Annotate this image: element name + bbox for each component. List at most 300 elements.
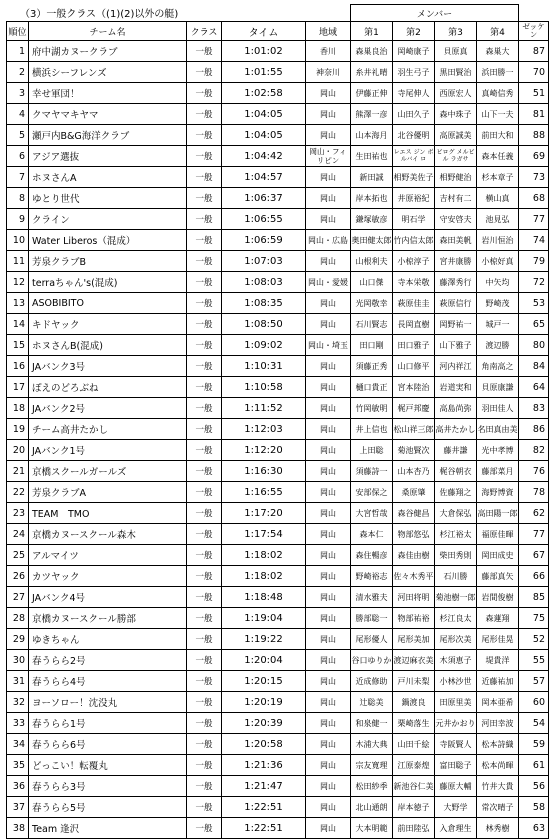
rank-cell: 17 bbox=[7, 377, 29, 398]
member1-cell: 近成修助 bbox=[351, 671, 393, 692]
team-name-cell: ゆきちゃん bbox=[29, 629, 187, 650]
rank-cell: 12 bbox=[7, 272, 29, 293]
class-cell: 一般 bbox=[187, 314, 222, 335]
rank-cell: 9 bbox=[7, 209, 29, 230]
area-cell: 岡山 bbox=[306, 293, 351, 314]
member3-cell: 高井たかし bbox=[435, 419, 477, 440]
area-cell: 岡山 bbox=[306, 251, 351, 272]
member3-cell: 貝原真 bbox=[435, 41, 477, 62]
time-cell: 1:12:03 bbox=[222, 419, 306, 440]
time-cell: 1:18:02 bbox=[222, 566, 306, 587]
member2-cell: 河田将明 bbox=[393, 587, 435, 608]
rank-cell: 36 bbox=[7, 776, 29, 797]
member3-cell: 元井かおり bbox=[435, 713, 477, 734]
table-row bbox=[7, 734, 549, 755]
member1-cell: 岸本拓也 bbox=[351, 188, 393, 209]
member1-cell: 奥田健太郎 bbox=[351, 230, 393, 251]
rank-cell: 20 bbox=[7, 440, 29, 461]
time-cell: 1:10:31 bbox=[222, 356, 306, 377]
bib-cell: 56 bbox=[519, 776, 549, 797]
team-name-cell: ヨーソロー！沈没丸 bbox=[29, 692, 187, 713]
member4-cell: 浜田勝一 bbox=[477, 62, 519, 83]
class-cell: 一般 bbox=[187, 650, 222, 671]
member1-cell: 上田聡 bbox=[351, 440, 393, 461]
time-cell: 1:10:58 bbox=[222, 377, 306, 398]
member3-cell: 小林沙世 bbox=[435, 671, 477, 692]
bib-cell: 76 bbox=[519, 461, 549, 482]
table-row bbox=[7, 167, 549, 188]
member1-cell: 山本海月 bbox=[351, 125, 393, 146]
rank-cell: 27 bbox=[7, 587, 29, 608]
member3-cell: 藤井謙 bbox=[435, 440, 477, 461]
member1-cell: 辻聡美 bbox=[351, 692, 393, 713]
member4-cell: 真崎信秀 bbox=[477, 83, 519, 104]
area-cell: 岡山・愛媛 bbox=[306, 272, 351, 293]
member1-cell: 山口傑 bbox=[351, 272, 393, 293]
table-row bbox=[7, 608, 549, 629]
member1-cell: 木浦大典 bbox=[351, 734, 393, 755]
team-name-cell: 京橋スクールガールズ bbox=[29, 461, 187, 482]
rank-cell: 26 bbox=[7, 566, 29, 587]
bib-cell: 78 bbox=[519, 482, 549, 503]
member2-cell: 岡崎康子 bbox=[393, 41, 435, 62]
member4-cell: 海野博資 bbox=[477, 482, 519, 503]
member4-cell: 尾形佳晃 bbox=[477, 629, 519, 650]
member4-cell: 高田陽一郎 bbox=[477, 503, 519, 524]
bib-cell: 72 bbox=[519, 272, 549, 293]
time-cell: 1:20:15 bbox=[222, 671, 306, 692]
team-name-cell: カツヤック bbox=[29, 566, 187, 587]
class-cell: 一般 bbox=[187, 692, 222, 713]
member2-cell: 田口雅子 bbox=[393, 335, 435, 356]
member3-cell: ビログ メルビル ラガサ bbox=[435, 146, 477, 167]
team-name-cell: Team 逢沢 bbox=[29, 818, 187, 839]
class-cell: 一般 bbox=[187, 713, 222, 734]
member1-cell: 森住暢彦 bbox=[351, 545, 393, 566]
member2-cell: 江原泰煌 bbox=[393, 755, 435, 776]
table-row bbox=[7, 41, 549, 62]
team-name-cell: チーム高井たかし bbox=[29, 419, 187, 440]
area-cell: 岡山 bbox=[306, 587, 351, 608]
table-row bbox=[7, 797, 549, 818]
rank-cell: 28 bbox=[7, 608, 29, 629]
time-cell: 1:16:30 bbox=[222, 461, 306, 482]
member1-cell: 鎌塚敏彦 bbox=[351, 209, 393, 230]
member4-cell: 杉本章子 bbox=[477, 167, 519, 188]
class-cell: 一般 bbox=[187, 293, 222, 314]
time-cell: 1:17:54 bbox=[222, 524, 306, 545]
area-cell: 岡山 bbox=[306, 125, 351, 146]
area-cell: 岡山 bbox=[306, 314, 351, 335]
class-cell: 一般 bbox=[187, 209, 222, 230]
member3-cell: 宮井康勝 bbox=[435, 251, 477, 272]
area-cell: 岡山 bbox=[306, 503, 351, 524]
member4-cell: 森蓮翔 bbox=[477, 608, 519, 629]
area-cell: 岡山 bbox=[306, 209, 351, 230]
area-cell: 岡山 bbox=[306, 734, 351, 755]
table-row bbox=[7, 272, 549, 293]
member4-cell: 森本任義 bbox=[477, 146, 519, 167]
table-row bbox=[7, 482, 549, 503]
rank-cell: 35 bbox=[7, 755, 29, 776]
team-name-cell: 京橋カヌースクール勝部 bbox=[29, 608, 187, 629]
rank-cell: 13 bbox=[7, 293, 29, 314]
member4-cell: 小椋好真 bbox=[477, 251, 519, 272]
rank-cell: 29 bbox=[7, 629, 29, 650]
member3-cell: 守安啓夫 bbox=[435, 209, 477, 230]
member1-cell: 新田誠 bbox=[351, 167, 393, 188]
member1-cell: 清水雅夫 bbox=[351, 587, 393, 608]
member1-cell: 石川賢志 bbox=[351, 314, 393, 335]
bib-cell: 87 bbox=[519, 41, 549, 62]
member3-cell: 岡野祐一 bbox=[435, 314, 477, 335]
rank-cell: 1 bbox=[7, 41, 29, 62]
members-header: メンバー bbox=[351, 5, 519, 22]
time-cell: 1:19:22 bbox=[222, 629, 306, 650]
table-row bbox=[7, 335, 549, 356]
member4-cell: 藤部真矢 bbox=[477, 566, 519, 587]
rank-cell: 32 bbox=[7, 692, 29, 713]
area-cell: 岡山 bbox=[306, 797, 351, 818]
time-cell: 1:01:55 bbox=[222, 62, 306, 83]
table-row bbox=[7, 251, 549, 272]
member4-cell: 前田大和 bbox=[477, 125, 519, 146]
class-cell: 一般 bbox=[187, 776, 222, 797]
bib-cell: 82 bbox=[519, 440, 549, 461]
member3-cell: 藤澤秀行 bbox=[435, 272, 477, 293]
member1-cell: 宗友寛理 bbox=[351, 755, 393, 776]
area-cell: 岡山 bbox=[306, 524, 351, 545]
bib-cell: 84 bbox=[519, 356, 549, 377]
member2-cell: 佐々木秀平 bbox=[393, 566, 435, 587]
class-cell: 一般 bbox=[187, 461, 222, 482]
table-row bbox=[7, 440, 549, 461]
team-name-cell: 瀬戸内B&G海洋クラブ bbox=[29, 125, 187, 146]
team-name-cell: クライン bbox=[29, 209, 187, 230]
member2-cell: 井原裕紀 bbox=[393, 188, 435, 209]
table-row bbox=[7, 629, 549, 650]
member1-header: 第1 bbox=[351, 22, 393, 41]
table-row bbox=[7, 566, 549, 587]
time-cell: 1:04:05 bbox=[222, 104, 306, 125]
member2-cell: 宮本陸治 bbox=[393, 377, 435, 398]
team-name-cell: 春うらら5号 bbox=[29, 797, 187, 818]
class-cell: 一般 bbox=[187, 755, 222, 776]
member1-cell: 井上信也 bbox=[351, 419, 393, 440]
class-cell: 一般 bbox=[187, 188, 222, 209]
member1-cell: 光岡敬幸 bbox=[351, 293, 393, 314]
rank-cell: 2 bbox=[7, 62, 29, 83]
bib-cell: 83 bbox=[519, 398, 549, 419]
member3-cell: 杉江良太 bbox=[435, 608, 477, 629]
time-cell: 1:04:57 bbox=[222, 167, 306, 188]
table-row bbox=[7, 524, 549, 545]
area-cell: 岡山 bbox=[306, 482, 351, 503]
member2-cell: 長岡直樹 bbox=[393, 314, 435, 335]
table-row bbox=[7, 188, 549, 209]
member2-cell: 森谷健昌 bbox=[393, 503, 435, 524]
table-row bbox=[7, 545, 549, 566]
bib-cell: 66 bbox=[519, 566, 549, 587]
member2-cell: 栗崎落生 bbox=[393, 713, 435, 734]
rank-cell: 6 bbox=[7, 146, 29, 167]
team-name-cell: 芳泉クラブB bbox=[29, 251, 187, 272]
rank-cell: 33 bbox=[7, 713, 29, 734]
team-name-cell: 横浜シーフレンズ bbox=[29, 62, 187, 83]
time-cell: 1:04:05 bbox=[222, 125, 306, 146]
time-cell: 1:11:52 bbox=[222, 398, 306, 419]
bib-cell: 81 bbox=[519, 104, 549, 125]
area-cell: 岡山 bbox=[306, 83, 351, 104]
members-header-row bbox=[7, 5, 549, 22]
member3-cell: 森中珠子 bbox=[435, 104, 477, 125]
table-row bbox=[7, 398, 549, 419]
member4-cell: 横山真 bbox=[477, 188, 519, 209]
rank-cell: 4 bbox=[7, 104, 29, 125]
area-cell: 岡山 bbox=[306, 671, 351, 692]
bib-cell: 58 bbox=[519, 797, 549, 818]
rank-cell: 10 bbox=[7, 230, 29, 251]
member1-cell: 勝部聡一 bbox=[351, 608, 393, 629]
member3-cell: 黒田賢治 bbox=[435, 62, 477, 83]
class-cell: 一般 bbox=[187, 146, 222, 167]
class-cell: 一般 bbox=[187, 62, 222, 83]
rank-cell: 38 bbox=[7, 818, 29, 839]
member4-cell: 城戸一 bbox=[477, 314, 519, 335]
area-cell: 岡山 bbox=[306, 398, 351, 419]
table-row bbox=[7, 377, 549, 398]
member3-cell: 大野学 bbox=[435, 797, 477, 818]
member3-cell: 大倉保弘 bbox=[435, 503, 477, 524]
member3-cell: 木須恵子 bbox=[435, 650, 477, 671]
member2-cell: 小椋淳子 bbox=[393, 251, 435, 272]
header-row bbox=[7, 22, 549, 41]
bib-cell: 63 bbox=[519, 818, 549, 839]
area-cell: 岡山・埼玉 bbox=[306, 335, 351, 356]
bib-cell: 69 bbox=[519, 146, 549, 167]
member4-cell: 松本尚暉 bbox=[477, 755, 519, 776]
bib-cell: 70 bbox=[519, 62, 549, 83]
table-row bbox=[7, 125, 549, 146]
team-name-cell: JAバンク3号 bbox=[29, 356, 187, 377]
member4-cell: 林秀樹 bbox=[477, 818, 519, 839]
team-name-cell: ASOBIBITO bbox=[29, 293, 187, 314]
rank-cell: 34 bbox=[7, 734, 29, 755]
member4-cell: 竹井大貴 bbox=[477, 776, 519, 797]
class-cell: 一般 bbox=[187, 587, 222, 608]
time-cell: 1:09:02 bbox=[222, 335, 306, 356]
bib-cell: 77 bbox=[519, 209, 549, 230]
bib-cell: 53 bbox=[519, 293, 549, 314]
class-cell: 一般 bbox=[187, 251, 222, 272]
member3-cell: 山下雅子 bbox=[435, 335, 477, 356]
team-name-cell: 芳泉クラブA bbox=[29, 482, 187, 503]
time-header: タイム bbox=[222, 22, 306, 41]
time-cell: 1:20:58 bbox=[222, 734, 306, 755]
time-cell: 1:08:50 bbox=[222, 314, 306, 335]
table-row bbox=[7, 209, 549, 230]
team-name-cell: JAバンク1号 bbox=[29, 440, 187, 461]
member1-cell: 森本仁 bbox=[351, 524, 393, 545]
bib-cell: 73 bbox=[519, 167, 549, 188]
member1-cell: 糸井礼晴 bbox=[351, 62, 393, 83]
member4-cell: 名田真由美 bbox=[477, 419, 519, 440]
team-name-cell: ゆとり世代 bbox=[29, 188, 187, 209]
member2-cell: 新池谷仁美 bbox=[393, 776, 435, 797]
time-cell: 1:06:55 bbox=[222, 209, 306, 230]
member3-cell: 田原里美 bbox=[435, 692, 477, 713]
team-name-cell: JAバンク2号 bbox=[29, 398, 187, 419]
team-name-cell: terraちゃん's(混成) bbox=[29, 272, 187, 293]
member3-cell: 森田美帆 bbox=[435, 230, 477, 251]
area-cell: 神奈川 bbox=[306, 62, 351, 83]
rank-cell: 31 bbox=[7, 671, 29, 692]
table-row bbox=[7, 83, 549, 104]
class-cell: 一般 bbox=[187, 524, 222, 545]
member4-cell: 森巣大 bbox=[477, 41, 519, 62]
bib-cell: 61 bbox=[519, 755, 549, 776]
member2-cell: 桑原肇 bbox=[393, 482, 435, 503]
results-table bbox=[6, 4, 549, 839]
area-cell: 岡山 bbox=[306, 356, 351, 377]
member3-cell: 藤原大輔 bbox=[435, 776, 477, 797]
bib-cell: 51 bbox=[519, 83, 549, 104]
table-row bbox=[7, 146, 549, 167]
member1-cell: 樋口貴正 bbox=[351, 377, 393, 398]
member3-cell: 高島尚弥 bbox=[435, 398, 477, 419]
class-header: クラス bbox=[187, 22, 222, 41]
member2-cell: 尾形美加 bbox=[393, 629, 435, 650]
bib-cell: 60 bbox=[519, 692, 549, 713]
time-cell: 1:20:19 bbox=[222, 692, 306, 713]
rank-cell: 15 bbox=[7, 335, 29, 356]
member2-cell: 萩原佳圭 bbox=[393, 293, 435, 314]
table-row bbox=[7, 671, 549, 692]
table-row bbox=[7, 503, 549, 524]
member2-cell: レエス ジン ボルバイ ロ bbox=[393, 146, 435, 167]
table-row bbox=[7, 755, 549, 776]
member4-cell: 岩間俊樹 bbox=[477, 587, 519, 608]
class-cell: 一般 bbox=[187, 104, 222, 125]
table-row bbox=[7, 314, 549, 335]
team-name-cell: 春うらら4号 bbox=[29, 671, 187, 692]
member4-cell: 貝原康謙 bbox=[477, 377, 519, 398]
member3-cell: 相野健治 bbox=[435, 167, 477, 188]
team-name-cell: 春うらら3号 bbox=[29, 776, 187, 797]
table-row bbox=[7, 650, 549, 671]
member2-cell: 戸川未梨 bbox=[393, 671, 435, 692]
member2-cell: 鍋渡良 bbox=[393, 692, 435, 713]
time-cell: 1:21:47 bbox=[222, 776, 306, 797]
area-cell: 岡山 bbox=[306, 755, 351, 776]
member2-cell: 森佳由樹 bbox=[393, 545, 435, 566]
member2-cell: 物部悠弘 bbox=[393, 524, 435, 545]
time-cell: 1:18:48 bbox=[222, 587, 306, 608]
member2-cell: 山口修平 bbox=[393, 356, 435, 377]
area-cell: 岡山 bbox=[306, 377, 351, 398]
area-cell: 岡山 bbox=[306, 776, 351, 797]
member3-cell: 岩道実和 bbox=[435, 377, 477, 398]
member4-cell: 松本詩織 bbox=[477, 734, 519, 755]
member4-cell: 渡辺勝 bbox=[477, 335, 519, 356]
member4-cell: 野崎茂 bbox=[477, 293, 519, 314]
class-cell: 一般 bbox=[187, 482, 222, 503]
time-cell: 1:18:02 bbox=[222, 545, 306, 566]
member2-cell: 山本杏乃 bbox=[393, 461, 435, 482]
table-row bbox=[7, 104, 549, 125]
class-cell: 一般 bbox=[187, 440, 222, 461]
time-cell: 1:16:55 bbox=[222, 482, 306, 503]
rank-header: 順位 bbox=[7, 22, 29, 41]
class-cell: 一般 bbox=[187, 167, 222, 188]
class-cell: 一般 bbox=[187, 377, 222, 398]
time-cell: 1:06:59 bbox=[222, 230, 306, 251]
member3-cell: 富田聡子 bbox=[435, 755, 477, 776]
bib-cell: 65 bbox=[519, 314, 549, 335]
rank-cell: 23 bbox=[7, 503, 29, 524]
area-cell: 香川 bbox=[306, 41, 351, 62]
member1-cell: 生田祐也 bbox=[351, 146, 393, 167]
member3-cell: 杉江裕太 bbox=[435, 524, 477, 545]
team-name-cell: 春うらら1号 bbox=[29, 713, 187, 734]
class-cell: 一般 bbox=[187, 818, 222, 839]
member1-cell: 松田紗季 bbox=[351, 776, 393, 797]
time-cell: 1:06:37 bbox=[222, 188, 306, 209]
member4-cell: 福原佳暉 bbox=[477, 524, 519, 545]
member2-cell: 明石学 bbox=[393, 209, 435, 230]
class-cell: 一般 bbox=[187, 608, 222, 629]
area-cell: 岡山 bbox=[306, 629, 351, 650]
rank-cell: 21 bbox=[7, 461, 29, 482]
page-title: （3）一般クラス（(1)(2)以外の艇) bbox=[20, 9, 179, 20]
table-row bbox=[7, 587, 549, 608]
member2-header: 第2 bbox=[393, 22, 435, 41]
bib-cell: 54 bbox=[519, 713, 549, 734]
member1-cell: 谷口ゆりか bbox=[351, 650, 393, 671]
rank-cell: 30 bbox=[7, 650, 29, 671]
area-cell: 岡山 bbox=[306, 818, 351, 839]
member1-cell: 田口剛 bbox=[351, 335, 393, 356]
member2-cell: 北谷優明 bbox=[393, 125, 435, 146]
bib-cell: 75 bbox=[519, 608, 549, 629]
time-cell: 1:12:20 bbox=[222, 440, 306, 461]
team-name-cell: 京橋カヌースクール森木 bbox=[29, 524, 187, 545]
area-cell: 岡山 bbox=[306, 104, 351, 125]
time-cell: 1:22:51 bbox=[222, 797, 306, 818]
team-name-cell: ホヌさんA bbox=[29, 167, 187, 188]
team-name-cell: JAバンク4号 bbox=[29, 587, 187, 608]
member2-cell: 渡辺麻衣美 bbox=[393, 650, 435, 671]
time-cell: 1:20:39 bbox=[222, 713, 306, 734]
class-cell: 一般 bbox=[187, 503, 222, 524]
area-cell: 岡山 bbox=[306, 692, 351, 713]
member1-cell: 北山通朗 bbox=[351, 797, 393, 818]
member3-cell: 高原誠美 bbox=[435, 125, 477, 146]
class-cell: 一般 bbox=[187, 230, 222, 251]
member3-cell: 河内祥江 bbox=[435, 356, 477, 377]
member3-cell: 佐藤翔之 bbox=[435, 482, 477, 503]
member2-cell: 山田千絵 bbox=[393, 734, 435, 755]
time-cell: 1:08:03 bbox=[222, 272, 306, 293]
member4-cell: 角南高之 bbox=[477, 356, 519, 377]
member4-cell: 堤貴洋 bbox=[477, 650, 519, 671]
area-cell: 岡山 bbox=[306, 419, 351, 440]
team-name-cell: Water Liberos（混成） bbox=[29, 230, 187, 251]
member1-cell: 山根利夫 bbox=[351, 251, 393, 272]
bib-cell: 67 bbox=[519, 545, 549, 566]
class-cell: 一般 bbox=[187, 272, 222, 293]
table-row bbox=[7, 818, 549, 839]
